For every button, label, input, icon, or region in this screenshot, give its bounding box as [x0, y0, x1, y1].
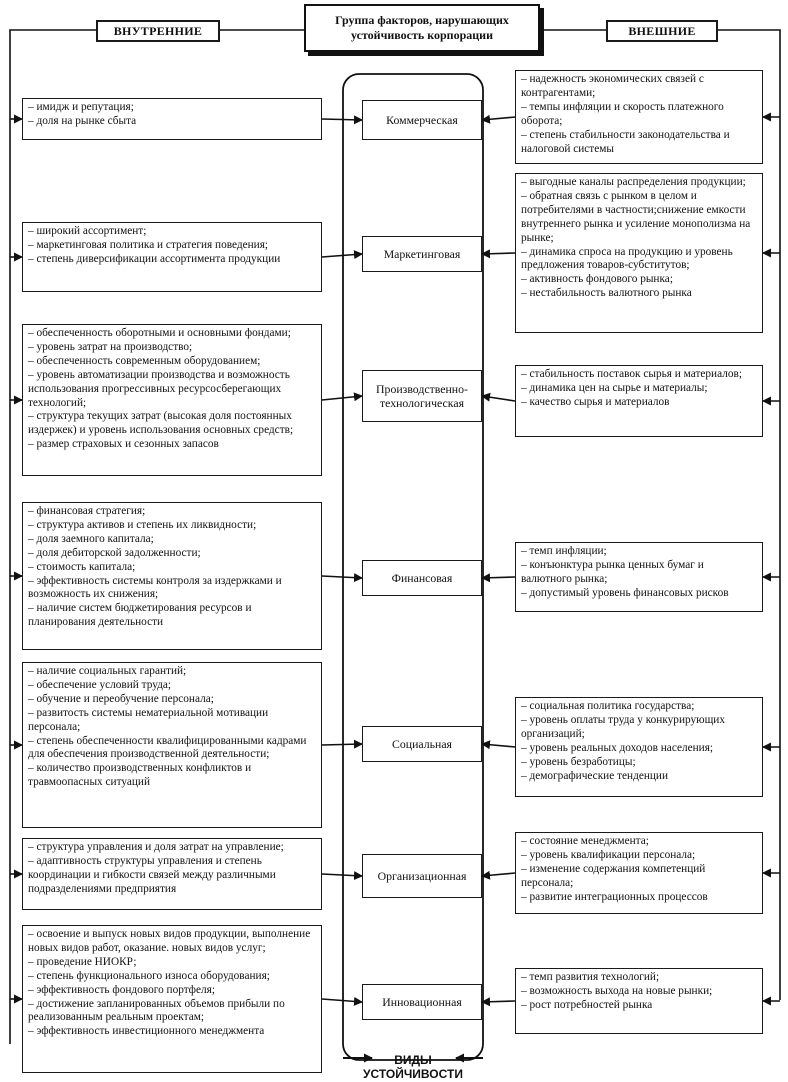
external-factor-item: – степень стабильности законодательства и налоговой системы	[521, 129, 757, 157]
internal-factor-item-list	[28, 928, 316, 1039]
external-factor-item: – уровень оплаты труда у конкурирующих организаций;	[521, 714, 757, 742]
external-factor-item: – стабильность поставок сырья и материалов;	[521, 368, 757, 382]
internal-factor-item: – широкий ассортимент;	[28, 225, 316, 239]
internal-factor-item: – обеспеченность современным оборудованием;	[28, 355, 316, 369]
internal-factor-item: – имидж и репутация;	[28, 101, 316, 115]
types-label: ВИДЫ УСТОЙЧИВОСТИ	[363, 1053, 463, 1081]
internal-factor-item: – доля заемного капитала;	[28, 533, 316, 547]
internal-factor-item: – наличие социальных гарантий;	[28, 665, 316, 679]
internal-factors-box	[22, 925, 322, 1073]
external-header: ВНЕШНИЕ	[606, 20, 718, 42]
internal-factors-box	[22, 98, 322, 140]
internal-to-type-arrow	[322, 576, 362, 578]
external-to-type-arrow	[482, 253, 515, 254]
external-factor-item: – уровень безработицы;	[521, 756, 757, 770]
stability-type-box: Маркетинговая	[362, 236, 482, 272]
internal-factor-item: – проведение НИОКР;	[28, 956, 316, 970]
external-factor-item-list	[521, 545, 757, 601]
external-factors-box	[515, 365, 763, 437]
external-factor-item-list	[521, 73, 757, 156]
external-factor-item: – надежность экономических связей с контрагентами;	[521, 73, 757, 101]
stability-type-box: Финансовая	[362, 560, 482, 596]
external-factor-item: – развитие интеграционных процессов	[521, 891, 757, 905]
stability-type-box: Организационная	[362, 854, 482, 898]
diagram-title: Группа факторов, нарушающих устойчивость корпорации	[304, 4, 540, 52]
external-factor-item: – состояние менеджмента;	[521, 835, 757, 849]
external-to-type-arrow	[482, 744, 515, 747]
external-to-type-arrow	[482, 396, 515, 401]
stability-type-box: Социальная	[362, 726, 482, 762]
internal-factor-item: – количество производственных конфликтов и травмоопасных ситуаций	[28, 762, 316, 790]
internal-to-type-arrow	[322, 999, 362, 1002]
internal-factors-box	[22, 502, 322, 650]
external-to-type-arrow	[482, 117, 515, 120]
internal-factor-item: – уровень автоматизации производства и возможность использования прогрессивных ресурсосберегающих технологий;	[28, 369, 316, 411]
internal-factor-item-list	[28, 505, 316, 630]
internal-factors-box	[22, 222, 322, 292]
stability-type-box: Инновационная	[362, 984, 482, 1020]
external-factor-item: – возможность выхода на новые рынки;	[521, 985, 757, 999]
external-factor-item: – обратная связь с рынком в целом и потребителями в частности;снижение емкости внутреннего рынка и усиление монополизма на рынке;	[521, 190, 757, 246]
internal-factor-item-list	[28, 225, 316, 267]
internal-factor-item: – размер страховых и сезонных запасов	[28, 438, 316, 452]
internal-factor-item: – степень обеспеченности квалифицированными кадрами для обеспечения производственной деятельности;	[28, 735, 316, 763]
external-factor-item-list	[521, 176, 757, 301]
internal-factor-item: – маркетинговая политика и стратегия поведения;	[28, 239, 316, 253]
internal-factor-item: – степень функционального износа оборудования;	[28, 970, 316, 984]
external-to-type-arrow	[482, 577, 515, 578]
internal-factor-item: – финансовая стратегия;	[28, 505, 316, 519]
internal-factor-item: – эффективность фондового портфеля;	[28, 984, 316, 998]
internal-to-type-arrow	[322, 396, 362, 400]
external-factor-item: – темп развития технологий;	[521, 971, 757, 985]
external-factor-item: – рост потребностей рынка	[521, 999, 757, 1013]
internal-factor-item: – уровень затрат на производство;	[28, 341, 316, 355]
internal-factor-item-list	[28, 327, 316, 452]
external-factor-item: – качество сырья и материалов	[521, 396, 757, 410]
internal-factor-item: – адаптивность структуры управления и степень координации и гибкости связей между различными подразделениями предприятия	[28, 855, 316, 897]
external-factor-item: – выгодные каналы распределения продукции;	[521, 176, 757, 190]
external-factor-item: – демографические тенденции	[521, 770, 757, 784]
external-factors-box	[515, 832, 763, 914]
external-to-type-arrow	[482, 873, 515, 876]
internal-factor-item: – структура активов и степень их ликвидности;	[28, 519, 316, 533]
internal-factor-item-list	[28, 841, 316, 897]
external-factor-item: – конъюнктура рынка ценных бумаг и валютного рынка;	[521, 559, 757, 587]
external-factor-item-list	[521, 971, 757, 1013]
internal-factor-item: – наличие систем бюджетирования ресурсов и планирования деятельности	[28, 602, 316, 630]
internal-factor-item-list	[28, 665, 316, 790]
internal-to-type-arrow	[322, 254, 362, 257]
internal-factor-item: – структура управления и доля затрат на управление;	[28, 841, 316, 855]
internal-to-type-arrow	[322, 744, 362, 745]
internal-header: ВНУТРЕННИЕ	[96, 20, 220, 42]
external-to-type-arrow	[482, 1001, 515, 1002]
external-factor-item-list	[521, 700, 757, 783]
internal-factor-item: – обеспеченность оборотными и основными фондами;	[28, 327, 316, 341]
external-factor-item: – активность фондового рынка;	[521, 273, 757, 287]
internal-factor-item: – достижение запланированных объемов прибыли по реализованным реальным проектам;	[28, 998, 316, 1026]
external-factors-box	[515, 70, 763, 164]
internal-to-type-arrow	[322, 874, 362, 876]
stability-type-box: Коммерческая	[362, 100, 482, 140]
internal-to-type-arrow	[322, 119, 362, 120]
external-factor-item: – темпы инфляции и скорость платежного оборота;	[521, 101, 757, 129]
internal-factor-item: – эффективность инвестиционного менеджмента	[28, 1025, 316, 1039]
internal-factor-item: – доля на рынке сбыта	[28, 115, 316, 129]
external-factor-item: – нестабильность валютного рынка	[521, 287, 757, 301]
internal-factor-item-list	[28, 101, 316, 129]
internal-factor-item: – степень диверсификации ассортимента продукции	[28, 253, 316, 267]
external-factors-box	[515, 542, 763, 612]
internal-factors-box	[22, 662, 322, 828]
external-factors-box	[515, 968, 763, 1034]
internal-factor-item: – доля дебиторской задолженности;	[28, 547, 316, 561]
internal-factor-item: – развитость системы нематериальной мотивации персонала;	[28, 707, 316, 735]
external-factor-item: – динамика спроса на продукцию и уровень предложения товаров-субститутов;	[521, 246, 757, 274]
internal-factor-item: – эффективность системы контроля за издержками и возможность их снижения;	[28, 575, 316, 603]
internal-factor-item: – стоимость капитала;	[28, 561, 316, 575]
external-factor-item-list	[521, 368, 757, 410]
internal-factors-box	[22, 838, 322, 910]
internal-factor-item: – структура текущих затрат (высокая доля постоянных издержек) и уровень использования основных средств;	[28, 410, 316, 438]
external-factors-box	[515, 173, 763, 333]
external-factor-item: – допустимый уровень финансовых рисков	[521, 587, 757, 601]
external-factors-box	[515, 697, 763, 797]
stability-type-box: Производственно-технологическая	[362, 370, 482, 422]
external-factor-item-list	[521, 835, 757, 905]
internal-factors-box	[22, 324, 322, 476]
internal-factor-item: – обучение и переобучение персонала;	[28, 693, 316, 707]
internal-factor-item: – освоение и выпуск новых видов продукции, выполнение новых видов работ, оказание. новых видов услуг;	[28, 928, 316, 956]
external-factor-item: – уровень реальных доходов населения;	[521, 742, 757, 756]
internal-factor-item: – обеспечение условий труда;	[28, 679, 316, 693]
external-factor-item: – изменение содержания компетенций персонала;	[521, 863, 757, 891]
external-factor-item: – темп инфляции;	[521, 545, 757, 559]
external-factor-item: – уровень квалификации персонала;	[521, 849, 757, 863]
external-factor-item: – социальная политика государства;	[521, 700, 757, 714]
external-factor-item: – динамика цен на сырье и материалы;	[521, 382, 757, 396]
